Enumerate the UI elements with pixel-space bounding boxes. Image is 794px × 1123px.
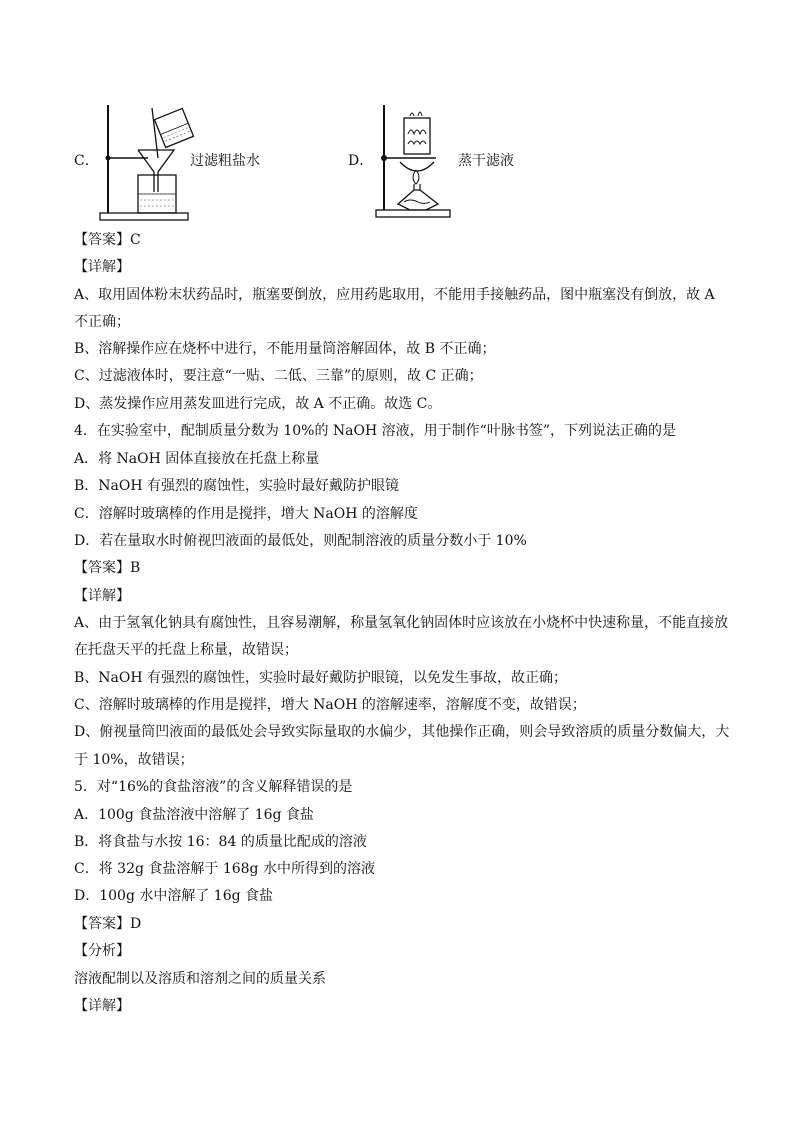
- q3-explanation-line: A、取用固体粉末状药品时，瓶塞要倒放，应用药匙取用，不能用手接触药品，图中瓶塞没有倒放，故 A: [74, 287, 715, 303]
- q4-explanation-line: B、NaOH 有强烈的腐蚀性，实验时最好戴防护眼镜，以免发生事故，故正确；: [74, 670, 568, 686]
- q4-detail-heading: 【详解】: [74, 588, 130, 604]
- q5-answer: 【答案】D: [74, 916, 142, 932]
- q3-explanation-line: B、溶解操作应在烧杯中进行，不能用量筒溶解固体，故 B 不正确；: [74, 341, 496, 357]
- q3-detail-heading: 【详解】: [74, 259, 130, 275]
- q5-option-d: D．100g 水中溶解了 16g 食盐: [74, 888, 274, 904]
- option-c-caption: 过滤粗盐水: [190, 153, 260, 169]
- q5-option-b: B．将食盐与水按 16：84 的质量比配成的溶液: [74, 834, 367, 850]
- q3-explanation-line: C、过滤液体时，要注意“一贴、二低、三靠”的原则，故 C 正确；: [74, 368, 483, 384]
- filtration-apparatus-icon: [96, 100, 196, 225]
- q3-answer: 【答案】C: [74, 232, 141, 248]
- q4-option-c: C．溶解时玻璃棒的作用是搅拌，增大 NaOH 的溶解度: [74, 506, 418, 522]
- q4-option-b: B．NaOH 有强烈的腐蚀性，实验时最好戴防护眼镜: [74, 478, 400, 494]
- q5-stem: 5．对“16%的食盐溶液”的含义解释错误的是: [74, 779, 353, 795]
- option-d-caption: 蒸干滤液: [458, 153, 514, 169]
- option-c-letter: C．: [74, 153, 99, 169]
- q4-answer: 【答案】B: [74, 560, 141, 576]
- q4-stem: 4．在实验室中，配制质量分数为 10%的 NaOH 溶液，用于制作“叶脉书签”，下列说法正确的是: [74, 423, 676, 439]
- q5-analysis-heading: 【分析】: [74, 943, 130, 959]
- q4-explanation-line: D、俯视量筒凹液面的最低处会导致实际量取的水偏少，其他操作正确，则会导致溶质的质量分数偏大，大: [74, 724, 730, 740]
- figure-row: [74, 100, 724, 225]
- q4-option-a: A．将 NaOH 固体直接放在托盘上称量: [74, 451, 320, 467]
- q5-option-c: C．将 32g 食盐溶解于 168g 水中所得到的溶液: [74, 861, 375, 877]
- q4-explanation-line: A、由于氢氧化钠具有腐蚀性，且容易潮解，称量氢氧化钠固体时应该放在小烧杯中快速称量，不能直接放: [74, 615, 729, 631]
- q5-option-a: A．100g 食盐溶液中溶解了 16g 食盐: [74, 807, 314, 823]
- q3-explanation-line: 不正确；: [74, 314, 130, 330]
- evaporation-apparatus-icon: [370, 100, 460, 225]
- q4-option-d: D．若在量取水时俯视凹液面的最低处，则配制溶液的质量分数小于 10%: [74, 533, 527, 549]
- q4-explanation-line: C、溶解时玻璃棒的作用是搅拌，增大 NaOH 的溶解速率，溶解度不变，故错误；: [74, 697, 586, 713]
- q4-explanation-line: 于 10%，故错误；: [74, 752, 194, 768]
- option-d-letter: D．: [348, 153, 374, 169]
- q4-explanation-line: 在托盘天平的托盘上称量，故错误；: [74, 642, 298, 658]
- q5-detail-heading: 【详解】: [74, 998, 130, 1014]
- q3-explanation-line: D、蒸发操作应用蒸发皿进行完成，故 A 不正确。故选 C。: [74, 396, 442, 412]
- q5-analysis-text: 溶液配制以及溶质和溶剂之间的质量关系: [74, 971, 326, 987]
